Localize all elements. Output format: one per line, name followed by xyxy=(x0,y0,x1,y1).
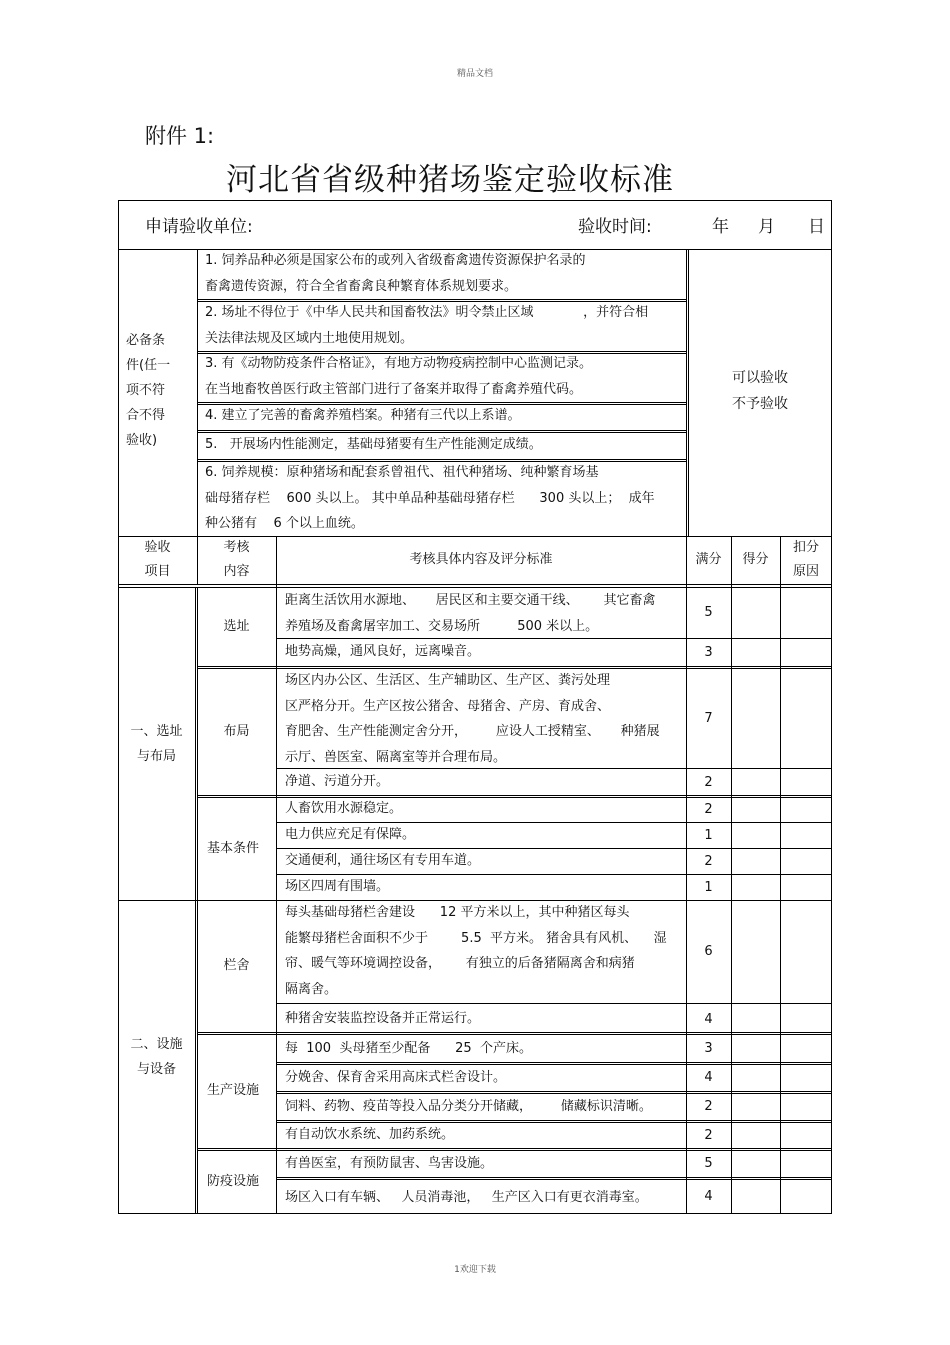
full-score: 3 xyxy=(704,1040,713,1056)
table-row: 交通便利，通往场区有专用车道。 xyxy=(285,853,481,868)
page-footer: 1欢迎下载 xyxy=(454,1265,496,1275)
required-item-2: 2. 场址不得位于《中华人民共和国畜牧法》明令禁止区域 ，并符合相 关法律法规及区域内土地使用规划。 xyxy=(205,305,649,346)
full-score: 4 xyxy=(704,1070,713,1085)
full-score: 2 xyxy=(704,1099,713,1114)
divider xyxy=(276,1177,832,1178)
divider xyxy=(276,1091,832,1092)
table-row: 净道、污道分开。 xyxy=(285,774,390,789)
table-row: 饲料、药物、疫苗等投入品分类分开储藏， 储藏标识清晰。 xyxy=(285,1099,652,1114)
date-month: 月 xyxy=(758,217,775,237)
required-item-3: 3. 有《动物防疫条件合格证》，有地方动物疫病控制中心监测记录。 在当地畜牧兽医行政主管部门进行了备案并取得了畜禽养殖代码。 xyxy=(205,356,593,397)
group-label-basic-conditions: 基本条件 xyxy=(206,840,259,856)
col-header-standard: 考核具体内容及评分标准 xyxy=(409,552,553,568)
col-header-deduct: 扣分 原因 xyxy=(792,540,819,579)
divider xyxy=(197,1034,832,1035)
full-score: 2 xyxy=(704,802,713,817)
table-row: 有兽医室，有预防鼠害、鸟害设施。 xyxy=(285,1156,494,1171)
full-score: 3 xyxy=(704,645,713,660)
divider xyxy=(118,584,832,585)
divider xyxy=(197,1032,832,1033)
group-label-pens: 栏舍 xyxy=(223,958,250,974)
document-title: 河北省省级种猪场鉴定验收标准 xyxy=(226,162,674,198)
required-item-4: 4. 建立了完善的畜禽养殖档案。种猪有三代以上系谱。 xyxy=(205,408,521,423)
attachment-label: 附件 1: xyxy=(145,124,215,148)
divider xyxy=(276,1062,832,1063)
col-header-score: 得分 xyxy=(742,552,769,568)
table-row: 距离生活饮用水源地、 居民区和主要交通干线、 其它畜禽 养殖场及畜禽屠宰加工、交易场所 500 米以上。 xyxy=(285,593,656,634)
verdict-options: 可以验收 不予验收 xyxy=(732,370,788,412)
table-row: 每头基础母猪栏舍建设 12 平方米以上，其中种猪区每头 能繁母猪栏舍面积不少于 5.5 平方米。 猪舍具有风机、 湿 帘、暖气等环境调控设备， 有独立的后备猪隔离舍和病猪 隔离舍。 xyxy=(285,905,667,997)
page-header: 精品文档 xyxy=(456,69,493,79)
full-score: 7 xyxy=(704,710,713,726)
col-header-full-score: 满分 xyxy=(695,552,722,568)
table-row: 人畜饮用水源稳定。 xyxy=(285,801,403,816)
table-row: 场区内办公区、生活区、生产辅助区、生产区、粪污处理 区严格分开。生产区按公猪舍、母猪舍、产房、育成舍、 育肥舍、生产性能测定舍分开， 应设人工授精室、 种猪展 示厅、兽医室、隔离室等并合理布局。 xyxy=(285,673,660,765)
full-score: 5 xyxy=(704,1156,713,1171)
full-score: 5 xyxy=(704,605,713,620)
table-row: 有自动饮水系统、加药系统。 xyxy=(285,1127,455,1142)
table-row: 种猪舍安装监控设备并正常运行。 xyxy=(285,1011,481,1026)
required-item-1: 1. 饲养品种必须是国家公布的或列入省级畜禽遗传资源保护名录的 畜禽遗传资源，符合全省畜禽良种繁育体系规划要求。 xyxy=(205,253,586,294)
table-row: 分娩舍、保育舍采用高床式栏舍设计。 xyxy=(285,1070,507,1085)
section2-name: 二、设施 与设备 xyxy=(130,1037,183,1077)
full-score: 1 xyxy=(704,879,713,895)
date-label: 验收时间: xyxy=(578,217,652,237)
full-score: 2 xyxy=(704,853,713,869)
full-score: 2 xyxy=(704,1127,713,1143)
full-score: 1 xyxy=(704,827,713,843)
required-item-5: 5. 开展场内性能测定，基础母猪要有生产性能测定成绩。 xyxy=(205,437,542,452)
table-row: 地势高燥，通风良好，远离噪音。 xyxy=(285,644,481,659)
date-year: 年 xyxy=(712,217,729,237)
full-score: 4 xyxy=(704,1189,713,1204)
col-header-item: 验收 项目 xyxy=(144,540,171,579)
divider xyxy=(197,249,198,537)
table-row: 场区入口有车辆、 人员消毒池， 生产区入口有更衣消毒室。 xyxy=(285,1190,648,1205)
divider xyxy=(197,1148,832,1149)
required-item-6: 6. 饲养规模：原种猪场和配套系曾祖代、祖代种猪场、纯种繁育场基 础母猪存栏 600 头以上。 其中单品种基础母猪存栏 300 头以上； 成年 种公猪有 6 个以上血统。 xyxy=(205,465,655,531)
full-score: 6 xyxy=(704,944,713,959)
divider xyxy=(197,430,687,431)
divider xyxy=(197,666,832,667)
date-day: 日 xyxy=(808,217,825,237)
required-conditions-label: 必备条 件(任一 项不符 合不得 验收) xyxy=(126,333,171,448)
group-label-epidemic-prevention: 防疫设施 xyxy=(206,1174,259,1190)
full-score: 2 xyxy=(704,774,713,790)
table-row: 电力供应充足有保障。 xyxy=(285,827,416,842)
table-row: 场区四周有围墙。 xyxy=(285,879,390,894)
divider xyxy=(276,1003,832,1004)
table-row: 每 100 头母猪至少配备 25 个产床。 xyxy=(285,1041,532,1056)
group-label-production-facilities: 生产设施 xyxy=(206,1083,259,1099)
section1-name: 一、选址 与布局 xyxy=(130,723,183,764)
group-label-layout: 布局 xyxy=(223,723,250,739)
col-header-content: 考核 内容 xyxy=(223,540,250,579)
apply-unit-label: 申请验收单位: xyxy=(145,217,253,237)
divider xyxy=(276,1179,832,1180)
divider xyxy=(276,1120,832,1121)
group-label-site: 选址 xyxy=(223,618,250,634)
divider xyxy=(686,249,687,537)
full-score: 4 xyxy=(704,1011,713,1027)
